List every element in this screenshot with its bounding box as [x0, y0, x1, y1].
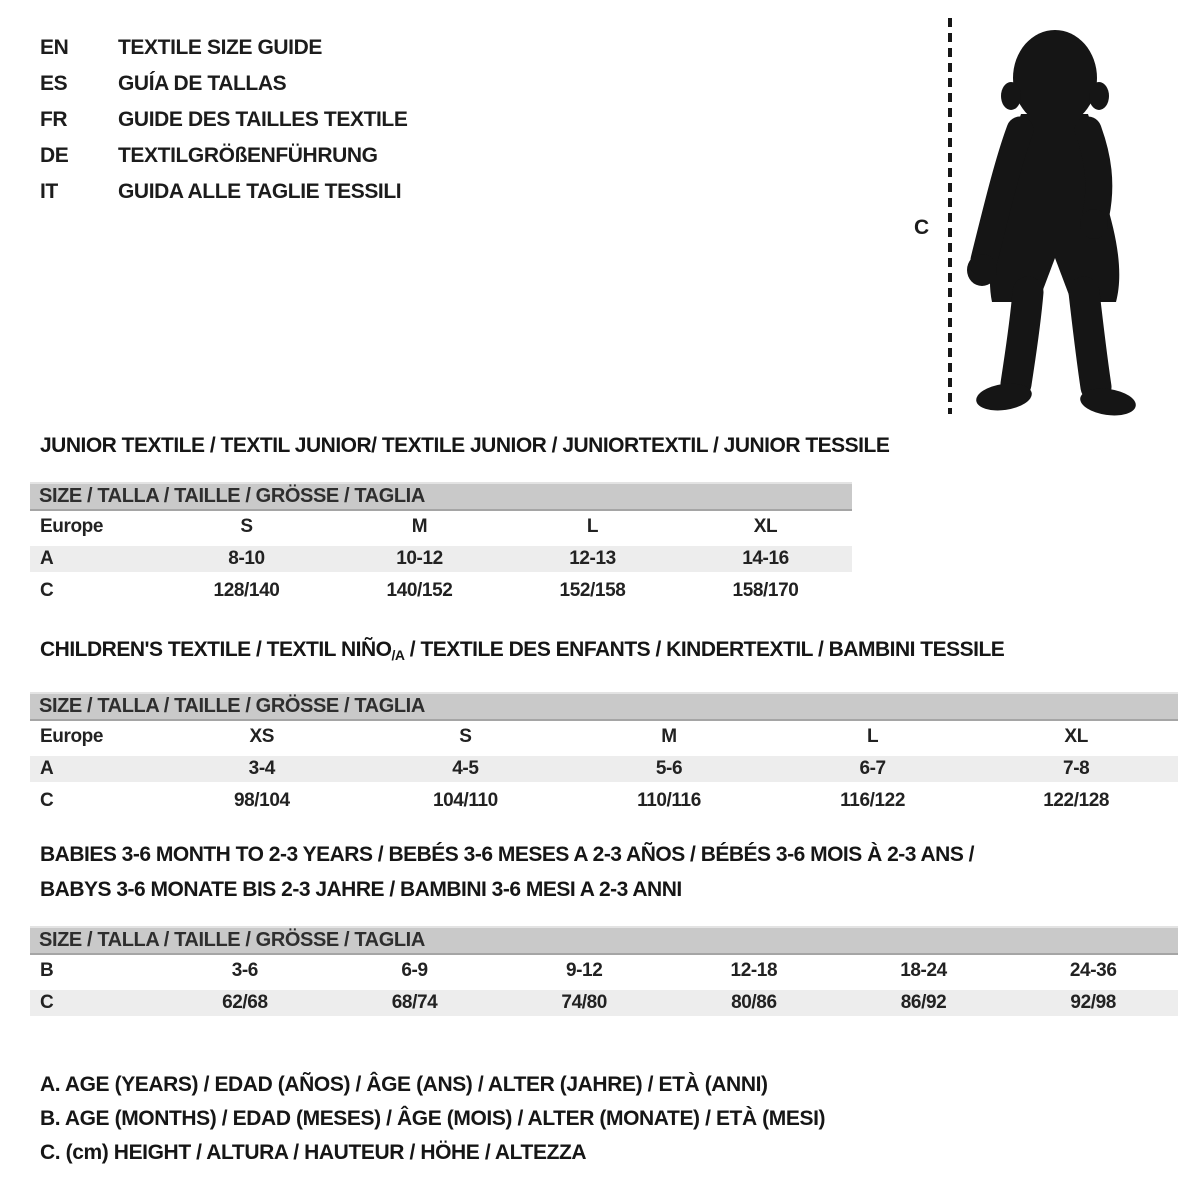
- month-cell: 12-18: [730, 960, 778, 981]
- children-title-suffix: / TEXTILE DES ENFANTS / KINDERTEXTIL / BAMBINI TESSILE: [404, 638, 1005, 661]
- height-cell: 152/158: [559, 580, 626, 601]
- language-code-de: DE: [40, 144, 69, 167]
- month-cell: 3-6: [231, 960, 258, 981]
- height-cell: 62/68: [222, 992, 268, 1013]
- babies-section-title-line2: BABYS 3-6 MONATE BIS 2-3 JAHRE / BAMBINI 3-6 MESI A 2-3 ANNI: [40, 878, 682, 901]
- language-row-en: [40, 30, 407, 66]
- size-cell: XL: [753, 516, 778, 537]
- row-label: C: [40, 790, 54, 811]
- height-cell: 110/116: [637, 790, 701, 811]
- height-cell: 104/110: [432, 790, 498, 811]
- size-cell: XS: [249, 726, 275, 747]
- size-cell: M: [411, 516, 428, 537]
- language-code-en: EN: [40, 36, 69, 59]
- toddler-silhouette-icon: [958, 12, 1148, 420]
- language-title-de: TEXTILGRÖßENFÜHRUNG: [118, 144, 378, 167]
- legend-line-a: A. AGE (YEARS) / EDAD (AÑOS) / ÂGE (ANS) / ALTER (JAHRE) / ETÀ (ANNI): [40, 1073, 768, 1096]
- height-cell: 116/122: [840, 790, 905, 811]
- language-row-fr: [40, 102, 407, 138]
- height-cell: 80/86: [731, 992, 777, 1013]
- size-cell: XL: [1064, 726, 1088, 747]
- babies-size-table: [30, 926, 1178, 1019]
- month-cell: 18-24: [900, 960, 947, 981]
- table-row: [30, 785, 1178, 817]
- height-measure-dashed-line: [948, 18, 952, 414]
- language-title-es: GUÍA DE TALLAS: [118, 72, 287, 95]
- size-cell: L: [866, 726, 879, 747]
- table-row: [30, 543, 852, 575]
- language-title-en: TEXTILE SIZE GUIDE: [118, 36, 322, 59]
- table-row: [30, 955, 1178, 987]
- height-cell: 158/170: [732, 580, 799, 601]
- language-title-it: GUIDA ALLE TAGLIE TESSILI: [118, 180, 402, 203]
- height-measure-label: C: [914, 216, 930, 239]
- height-cell: 122/128: [1043, 790, 1110, 811]
- language-code-fr: FR: [40, 108, 68, 131]
- junior-size-table: [30, 482, 852, 607]
- height-cell: 98/104: [233, 790, 290, 811]
- month-cell: 24-36: [1069, 960, 1117, 981]
- children-size-table: [30, 692, 1178, 817]
- month-cell: 6-9: [401, 960, 428, 981]
- children-section-title: [40, 638, 1004, 663]
- row-label: A: [40, 758, 54, 779]
- row-label: C: [40, 580, 54, 601]
- babies-size-header-bar: SIZE / TALLA / TAILLE / GRÖSSE / TAGLIA: [30, 926, 1178, 955]
- height-cell: 86/92: [900, 992, 947, 1013]
- age-cell: 14-16: [742, 548, 789, 569]
- children-title-subscript: /A: [391, 647, 405, 663]
- children-size-header-bar: SIZE / TALLA / TAILLE / GRÖSSE / TAGLIA: [30, 692, 1178, 721]
- legend-line-b: B. AGE (MONTHS) / EDAD (MESES) / ÂGE (MOIS) / ALTER (MONATE) / ETÀ (MESI): [40, 1107, 826, 1130]
- babies-section-title-line1: BABIES 3-6 MONTH TO 2-3 YEARS / BEBÉS 3-6 MESES A 2-3 AÑOS / BÉBÉS 3-6 MOIS À 2-3 ANS /: [40, 843, 975, 866]
- language-title-list: [40, 30, 407, 210]
- row-label: Europe: [40, 726, 104, 747]
- month-cell: 9-12: [565, 960, 603, 981]
- row-label: B: [40, 960, 54, 981]
- language-code-es: ES: [40, 72, 68, 95]
- junior-section-title: JUNIOR TEXTILE / TEXTIL JUNIOR/ TEXTILE JUNIOR / JUNIORTEXTIL / JUNIOR TESSILE: [40, 434, 890, 457]
- language-row-it: [40, 174, 407, 210]
- size-cell: S: [240, 516, 253, 537]
- table-row: [30, 575, 852, 607]
- table-row: [30, 511, 852, 543]
- size-cell: L: [586, 516, 599, 537]
- height-cell: 74/80: [561, 992, 607, 1013]
- language-row-de: [40, 138, 407, 174]
- measure-legend: [40, 1068, 825, 1170]
- age-cell: 7-8: [1063, 758, 1090, 779]
- height-cell: 68/74: [391, 992, 438, 1013]
- row-label: Europe: [40, 516, 104, 537]
- height-cell: 92/98: [1070, 992, 1116, 1013]
- language-title-fr: GUIDE DES TAILLES TEXTILE: [118, 108, 408, 131]
- junior-size-header-bar: SIZE / TALLA / TAILLE / GRÖSSE / TAGLIA: [30, 482, 852, 511]
- height-cell: 140/152: [386, 580, 453, 601]
- language-code-it: IT: [40, 180, 58, 203]
- table-row: [30, 753, 1178, 785]
- table-row: [30, 721, 1178, 753]
- row-label: C: [40, 992, 54, 1013]
- age-cell: 3-4: [248, 758, 275, 779]
- table-row: [30, 987, 1178, 1019]
- legend-line-c: C. (cm) HEIGHT / ALTURA / HAUTEUR / HÖHE / ALTEZZA: [40, 1141, 587, 1164]
- age-cell: 4-5: [452, 758, 479, 779]
- children-title-prefix: CHILDREN'S TEXTILE / TEXTIL NIÑO: [40, 638, 392, 661]
- age-cell: 12-13: [569, 548, 616, 569]
- age-cell: 6-7: [859, 758, 886, 779]
- height-cell: 128/140: [213, 580, 280, 601]
- size-cell: S: [459, 726, 472, 747]
- size-cell: M: [661, 726, 677, 747]
- row-label: A: [40, 548, 54, 569]
- age-cell: 8-10: [228, 548, 265, 569]
- language-row-es: [40, 66, 407, 102]
- age-cell: 10-12: [396, 548, 443, 569]
- age-cell: 5-6: [655, 758, 683, 779]
